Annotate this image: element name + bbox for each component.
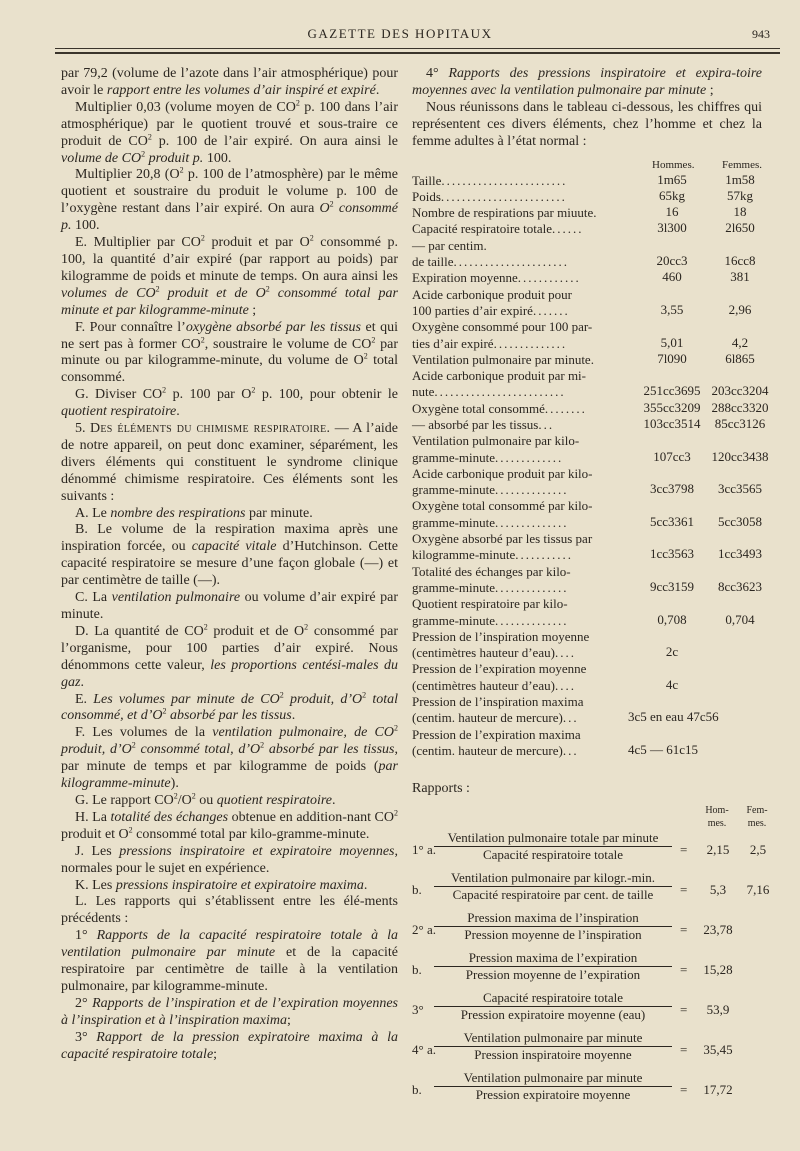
fraction [434, 1030, 672, 1062]
value-women: 6l865 [725, 350, 755, 366]
table-row [412, 303, 762, 319]
row-label: Totalité des échanges par kilo- [412, 563, 571, 579]
numerator: Pression maxima de l’inspiration [434, 910, 672, 927]
denominator: Capacité respiratoire par cent. de taille [452, 887, 654, 903]
numerator: Ventilation pulmonaire par minute [434, 1070, 672, 1087]
table-row [412, 287, 762, 303]
table-row [412, 368, 762, 384]
header-rule-thick [55, 52, 780, 54]
paragraph: C. La ventilation pulmonaire ou volume d’air expiré par minute. [61, 590, 398, 622]
paragraph: E. Multiplier par $CO^2$ produit et par $O^2$ consommé p. 100, la quantité d’air expiré (par rapport au poids) par kilogramme de poids et minute de temps. On aura ainsi les volumes de $CO^2$ produit et de $O^2$ consommé total par minute et par kilogramme-minute ; [61, 233, 399, 318]
table-row [412, 727, 762, 743]
table-row [412, 613, 762, 629]
equals-sign: = [680, 922, 688, 938]
row-label: Acide carbonique produit pour [412, 286, 572, 302]
row-label: gramme-minute.............. [412, 514, 569, 530]
numerator: Capacité respiratoire totale [434, 990, 672, 1007]
paragraph: L. Les rapports qui s’établissent entre les élé-ments précédents : [61, 894, 398, 927]
ratio-row [412, 830, 767, 870]
table-row [412, 270, 762, 286]
denominator: Pression expiratoire moyenne (eau) [460, 1007, 646, 1023]
denominator: Pression inspiratoire moyenne [474, 1047, 632, 1063]
row-label: Acide carbonique produit par mi- [412, 368, 586, 384]
ratio-value-men: 53,9 [706, 1002, 730, 1018]
ratio-index: 3° [412, 1002, 424, 1018]
value-men: 4c [665, 676, 679, 692]
fraction [434, 950, 672, 982]
fraction [434, 870, 672, 902]
ratio-row [412, 910, 762, 950]
table-row [412, 710, 762, 726]
paragraph: F. Les volumes de la ventilation pulmonaire, de $CO^2$ produit, $d’O^2$ consommé total, $d’O^2$ absorbé par les tissus, par minute de temps et par kilogramme de poids (par kilogramme-minute). [61, 723, 399, 792]
value-women: 2l650 [725, 220, 755, 236]
row-label: Pression de l’inspiration maxima [412, 694, 584, 710]
numerator: Ventilation pulmonaire totale par minute [434, 830, 672, 847]
value-women: 5cc3058 [717, 513, 763, 529]
equals-sign: = [680, 962, 688, 978]
value-women: 1m58 [725, 171, 755, 187]
section-heading: 5. Des éléments du chimisme respiratoire. — A l’aide de notre appareil, on peut donc examiner, séparément, les divers éléments qui constituent le syndrome clinique dénommé chimisme respiratoire. Ces éléments sont les suivants : [61, 421, 399, 504]
row-value-combined: 3c5 en eau 47c56 [628, 709, 719, 725]
ratio-index: 2° a. [412, 922, 436, 938]
ratio-value-men: 15,28 [703, 962, 733, 978]
fraction [434, 910, 672, 942]
row-label: Expiration moyenne............ [412, 270, 581, 286]
table-row [412, 596, 762, 612]
row-label: nute......................... [412, 384, 566, 400]
table-row [412, 694, 762, 710]
equals-sign: = [680, 842, 688, 858]
table-row [412, 564, 762, 580]
row-label: Oxygène total consommé........ [412, 400, 587, 416]
paragraph: A. Le nombre des respirations par minute. [75, 505, 313, 521]
value-women: 0,704 [725, 611, 755, 627]
table-row [412, 336, 762, 352]
fraction [434, 1070, 672, 1102]
row-label: Ventilation pulmonaire par kilo- [412, 433, 580, 449]
row-label: kilogramme-minute........... [412, 547, 574, 563]
value-men: 1m65 [657, 171, 687, 187]
value-men: 1cc3563 [649, 546, 695, 562]
equals-sign: = [680, 1002, 688, 1018]
value-men: 5,01 [660, 334, 684, 350]
running-head: GAZETTE DES HOPITAUX [307, 26, 493, 41]
value-men: 5cc3361 [649, 513, 695, 529]
table-row [412, 466, 762, 482]
ratio-row [412, 1070, 762, 1110]
row-label: Pression de l’expiration moyenne [412, 661, 587, 677]
table-row [412, 531, 762, 547]
paragraph: par 79,2 (volume de l’azote dans l’air atmosphérique) pour avoir le rapport entre les volumes d’air inspiré et expiré. [61, 66, 398, 98]
row-label: Oxygène absorbé par les tissus par [412, 531, 593, 547]
row-label: (centimètres hauteur d’eau).... [412, 677, 576, 693]
value-women: 120cc3438 [711, 448, 769, 464]
table-row [412, 645, 762, 661]
paragraph: D. La quantité de $CO^2$ produit et de $O^2$ consommé par l’organisme, pour 100 parties d’air expiré. Nous dénommons cette valeur, les proportions centési-males du gaz. [61, 622, 398, 690]
paragraph: 3° Rapport de la pression expiratoire maxima à la capacité respiratoire totale; [61, 1029, 398, 1062]
table-row [412, 383, 769, 400]
ratio-header-men: Hom-mes. [705, 805, 729, 830]
ratio-value-men: 23,78 [703, 922, 733, 938]
row-label: Oxygène consommé pour 100 par- [412, 319, 593, 335]
row-label: Ventilation pulmonaire par minute. [412, 351, 594, 367]
denominator: Capacité respiratoire totale [482, 847, 624, 863]
paragraph: E. Les volumes par minute de $CO^2$ produit, $d’O^2$ total consommé, et $d’O^2$ absorbé par les tissus. [61, 689, 399, 724]
equals-sign: = [680, 882, 688, 898]
paragraph: H. La totalité des échanges obtenue en addition-nant $CO^2$ produit et $O^2$ consommé total par kilo-gramme-minute. [61, 808, 398, 842]
value-men: 3,55 [660, 301, 684, 317]
value-women: 57kg [727, 187, 753, 203]
value-men: 251cc3695 [643, 383, 701, 399]
header-rule [55, 48, 780, 49]
numerator: Pression maxima de l’expiration [434, 950, 672, 967]
denominator: Pression moyenne de l’inspiration [464, 927, 642, 943]
table-row [412, 415, 766, 433]
table-row [412, 352, 762, 368]
row-label: Nombre de respirations par miuute. [412, 205, 597, 221]
value-women: 16cc8 [724, 253, 756, 269]
row-label: Pression de l’expiration maxima [412, 726, 581, 742]
row-label: Oxygène total consommé par kilo- [412, 498, 593, 514]
value-women: 85cc3126 [714, 415, 766, 431]
table-row [412, 580, 762, 596]
value-men: 355cc3209 [643, 399, 701, 415]
value-men: 3cc3798 [649, 481, 695, 497]
table-row [412, 433, 762, 449]
paragraph: 1° Rapports de la capacité respiratoire totale à la ventilation pulmonaire par minute et de la capacité respiratoire par centimètre de taille à la ventilation pulmonaire, par kilogramme-minute. [61, 928, 398, 994]
ratio-value-men: 35,45 [703, 1042, 733, 1058]
row-label: Acide carbonique produit par kilo- [412, 465, 593, 481]
value-women: 8cc3623 [717, 578, 763, 594]
table-row [412, 515, 762, 531]
ratio-row [412, 870, 770, 910]
fraction [434, 830, 672, 862]
value-women: 18 [733, 204, 747, 220]
value-women: 288cc3320 [711, 399, 769, 415]
ratio-value-women: 7,16 [746, 882, 770, 898]
ratio-header-women: Fem-mes. [746, 805, 768, 830]
row-label: ties d’air expiré.............. [412, 335, 568, 351]
table-row [412, 661, 762, 677]
value-men: 9cc3159 [649, 578, 695, 594]
paragraph: K. Les pressions inspiratoire et expiratoire maxima. [75, 877, 368, 893]
ratio-index: b. [412, 1082, 422, 1098]
row-label: gramme-minute.............. [412, 482, 569, 498]
paragraph: Nous réunissons dans le tableau ci-dessous, les chiffres qui représentent ces divers éléments, chez l’homme et chez la femme adultes à l’état normal : [412, 99, 762, 149]
ratios-title: Rapports : [412, 781, 470, 797]
row-label: Pression de l’inspiration moyenne [412, 628, 590, 644]
paragraph: F. Pour connaître l’oxygène absorbé par les tissus et qui ne sert pas à former $CO^2$, soustraire le volume de $CO^2$ par minute ou par kilogramme-minute, du volume de $O^2$ total consommé. [61, 319, 399, 386]
paragraph: G. Le rapport $CO^2/O^2$ ou quotient respiratoire. [75, 791, 336, 808]
paragraph: 2° Rapports de l’inspiration et de l’expiration moyennes à l’inspiration et à l’inspiration maxima; [61, 995, 398, 1028]
column-header-women: Femmes. [722, 158, 763, 171]
row-label: Capacité respiratoire totale...... [412, 221, 584, 237]
paragraph: Multiplier 20,8 ($O^2$ p. 100 de l’atmosphère) par le même quotient et soustraire du produit le volume p. 100 de l’oxygène restant dans l’air expiré. On aura $O^2$ consommé p. 100. [61, 165, 398, 234]
value-women: 3cc3565 [717, 481, 763, 497]
equals-sign: = [680, 1042, 688, 1058]
row-label: 100 parties d’air expiré....... [412, 302, 570, 318]
paragraph: G. Diviser $CO^2$ p. 100 par $O^2$ p. 100, pour obtenir le quotient respiratoire. [61, 385, 398, 420]
row-label: — absorbé par les tissus... [412, 416, 555, 432]
value-men: 65kg [659, 187, 685, 203]
ratio-value-women: 2,5 [749, 842, 767, 858]
value-men: 0,708 [657, 611, 687, 627]
denominator: Pression moyenne de l’expiration [465, 967, 641, 983]
ratio-index: b. [412, 882, 422, 898]
table-row [412, 238, 762, 254]
row-label: Poids........................ [412, 188, 567, 204]
paragraph: J. Les pressions inspiratoire et expiratoire moyennes, normales pour le sujet en expérience. [61, 843, 399, 876]
table-row [412, 547, 762, 563]
table-row [412, 221, 762, 237]
ratio-row [412, 990, 762, 1030]
value-men: 107cc3 [653, 448, 691, 464]
table-row [412, 482, 762, 498]
row-label: (centim. hauteur de mercure)... [412, 742, 579, 758]
table-row [412, 399, 769, 417]
value-women: 381 [730, 269, 750, 285]
table-header [412, 157, 762, 173]
fraction [434, 990, 672, 1022]
table-row [412, 173, 762, 189]
row-label: (centimètres hauteur d’eau).... [412, 645, 576, 661]
value-men: 460 [662, 269, 682, 285]
ratio-value-men: 5,3 [709, 882, 727, 898]
value-men: 20cc3 [656, 253, 688, 269]
table-row [412, 678, 762, 694]
table-row [412, 629, 762, 645]
denominator: Pression expiratoire moyenne [475, 1087, 631, 1103]
value-women: 203cc3204 [711, 383, 769, 399]
value-women: 2,96 [728, 301, 752, 317]
value-men: 3l300 [657, 220, 687, 236]
table-row [412, 319, 762, 335]
ratio-row [412, 1030, 762, 1070]
ratio-index: b. [412, 962, 422, 978]
table-row [412, 448, 769, 466]
table-row [412, 743, 762, 759]
table-row [412, 189, 762, 205]
row-label: gramme-minute.............. [412, 579, 569, 595]
row-label: gramme-minute.............. [412, 612, 569, 628]
table-row [412, 205, 762, 221]
values-table [412, 157, 769, 760]
page-number: 943 [752, 27, 770, 41]
paragraph: 4° Rapports des pressions inspiratoire et expira-toire moyennes avec la ventilation pulmonaire par minute ; [412, 66, 762, 98]
row-label: — par centim. [412, 237, 487, 253]
value-women: 1cc3493 [717, 546, 763, 562]
column-header-men: Hommes. [652, 158, 695, 171]
row-label: (centim. hauteur de mercure)... [412, 710, 579, 726]
row-label: de taille...................... [412, 254, 570, 270]
table-row [412, 254, 762, 270]
ratio-value-men: 17,72 [703, 1082, 733, 1098]
right-column [412, 66, 770, 1110]
ratio-index: 4° a. [412, 1042, 436, 1058]
value-men: 2c [665, 644, 679, 660]
numerator: Ventilation pulmonaire par minute [434, 1030, 672, 1047]
left-column [61, 66, 398, 1063]
ratios-header [412, 798, 768, 830]
ratio-index: 1° a. [412, 842, 436, 858]
value-women: 4,2 [731, 334, 749, 350]
row-value-combined: 4c5 — 61c15 [628, 741, 699, 757]
ratio-value-men: 2,15 [706, 842, 730, 858]
row-label: gramme-minute............. [412, 449, 564, 465]
equals-sign: = [680, 1082, 688, 1098]
ratio-row [412, 950, 762, 990]
paragraph: B. Le volume de la respiration maxima après une inspiration forcée, ou capacité vitale d’Hutchinson. Cette capacité respiratoire se mesure d’une façon globale (—) et par centimètre de taille (—). [61, 522, 398, 589]
paragraph: Multiplier 0,03 (volume moyen de $CO^2$ p. 100 dans l’air atmosphérique) par le quotient trouvé et sous-traire ce produit de $CO^2$ p. 100 de l’air expiré. On aura ainsi le volume de $CO^2$ produit p. 100. [61, 98, 398, 166]
value-men: 7l090 [657, 350, 687, 366]
row-label: Quotient respiratoire par kilo- [412, 596, 568, 612]
value-men: 16 [665, 204, 679, 220]
table-row [412, 498, 762, 514]
value-men: 103cc3514 [643, 415, 701, 431]
numerator: Ventilation pulmonaire par kilogr.-min. [434, 870, 672, 887]
row-label: Taille........................ [412, 172, 568, 188]
